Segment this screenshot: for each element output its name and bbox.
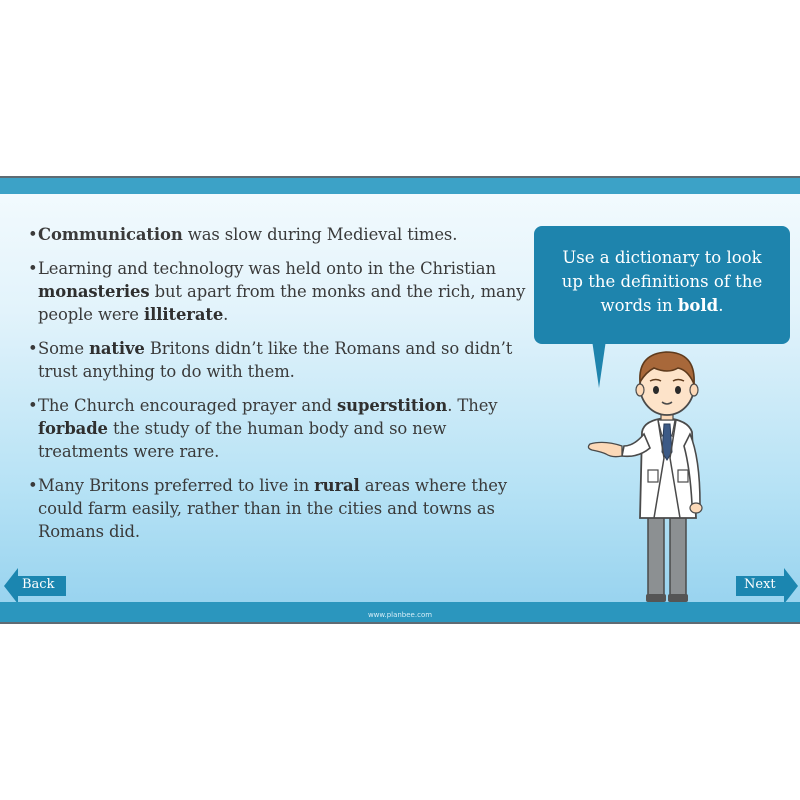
bubble-bold-word: bold	[677, 296, 719, 315]
doctor-illustration	[582, 328, 712, 608]
bullet-text: but apart from the monks and the rich, many people were	[38, 282, 526, 324]
bubble-line: Use a dictionary to look	[562, 248, 762, 267]
bullet-text: Some	[38, 339, 90, 358]
bold-term: illiterate	[143, 305, 224, 324]
bottom-bar	[0, 602, 800, 622]
bullet-text: . They	[447, 396, 498, 415]
bullet-item	[28, 337, 528, 383]
bubble-text: .	[718, 296, 724, 315]
footer-url: www.planbee.com	[367, 611, 433, 619]
bullet-list	[28, 223, 528, 554]
bold-term: native	[89, 339, 145, 358]
bubble-text: words in	[600, 296, 678, 315]
bullet-text: areas where they could farm easily, rather than in the cities and towns as Romans did.	[38, 476, 508, 541]
next-button[interactable]	[732, 566, 798, 606]
bullet-text: Britons didn’t like the Romans and so didn’t trust anything to do with them.	[38, 339, 513, 381]
bold-term: superstition	[337, 396, 448, 415]
bold-term: monasteries	[38, 282, 150, 301]
bold-term: Communication	[38, 225, 183, 244]
bullet-text: was slow during Medieval times.	[182, 225, 458, 244]
bubble-line: up the definitions of the	[561, 272, 763, 291]
bullet-text: the study of the human body and so new treatments were rare.	[38, 419, 447, 461]
bullet-item	[28, 394, 528, 463]
bubble-line	[542, 294, 782, 318]
bullet-text: .	[223, 305, 229, 324]
top-bar	[0, 178, 800, 194]
bullet-item	[28, 257, 528, 326]
speech-bubble	[534, 226, 790, 344]
bullet-text: The Church encouraged prayer and	[38, 396, 338, 415]
back-button[interactable]	[4, 566, 70, 606]
bullet-item	[28, 223, 528, 246]
back-label: Back	[22, 577, 55, 592]
slide	[0, 176, 800, 624]
bold-term: forbade	[38, 419, 108, 438]
next-label: Next	[744, 577, 776, 592]
bullet-text: Learning and technology was held onto in the Christian	[38, 259, 496, 278]
bullet-item	[28, 474, 528, 543]
bold-term: rural	[314, 476, 360, 495]
bullet-text: Many Britons preferred to live in	[38, 476, 315, 495]
